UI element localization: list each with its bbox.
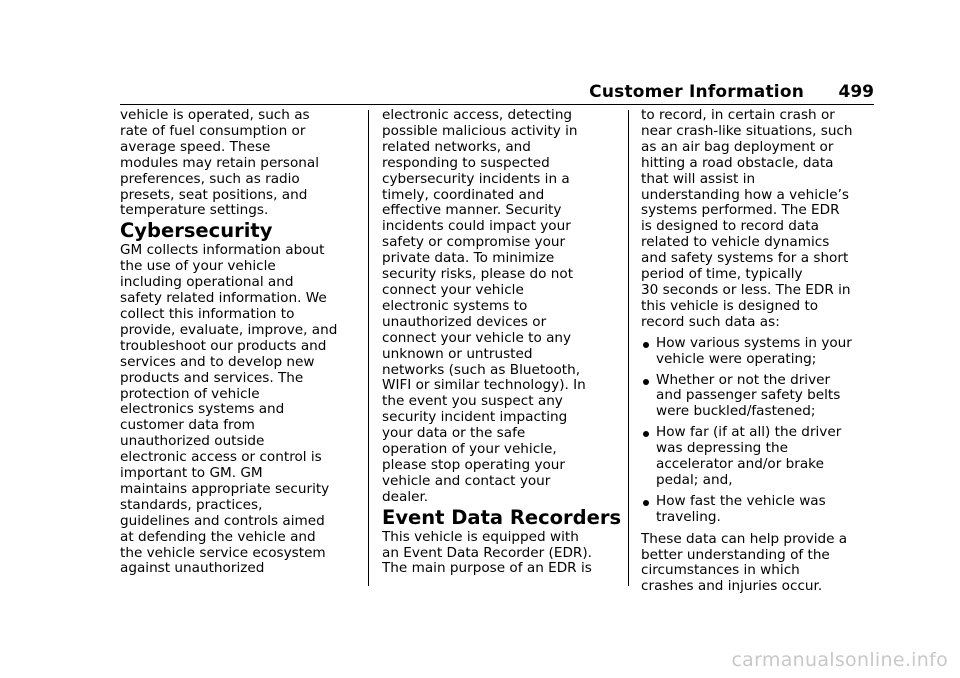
text-line: WIFI or similar technology). In — [382, 377, 586, 394]
list-item-line: How far (if at all) the driver — [656, 424, 842, 441]
text-line: standards, practices, — [120, 496, 263, 513]
text-line: troubleshoot our products and — [120, 337, 327, 354]
text-line: unknown or untrusted — [382, 345, 533, 362]
text-line: operation of your vehicle, — [382, 441, 557, 458]
text-line: provide, evaluate, improve, and — [120, 321, 338, 338]
text-line: connect your vehicle — [382, 281, 524, 298]
text-line: maintains appropriate security — [120, 480, 330, 497]
list-item-line: How fast the vehicle was — [656, 492, 826, 509]
list-item-line: accelerator and/or brake — [656, 456, 824, 473]
page-title: Customer Information — [589, 82, 804, 102]
text-line: is designed to record data — [641, 218, 819, 235]
text-line: 30 seconds or less. The EDR in — [641, 281, 851, 298]
text-line: vehicle and contact your — [382, 472, 551, 489]
text-line: unauthorized outside — [120, 433, 265, 450]
text-line: crashes and injuries occur. — [641, 578, 823, 595]
text-line: electronic access or control is — [120, 449, 322, 466]
text-line: electronic systems to — [382, 297, 528, 314]
text-line: safety or compromise your — [382, 234, 566, 251]
list-item-line: How various systems in your — [656, 334, 852, 351]
text-line: near crash-like situations, such — [641, 122, 853, 139]
text-line: services and to develop new — [120, 353, 315, 370]
list-item-line: pedal; and, — [656, 471, 733, 488]
column-divider-2 — [628, 110, 629, 586]
list-item-line: and passenger safety belts — [656, 387, 841, 404]
text-line: private data. To minimize — [382, 250, 555, 267]
list-item — [641, 336, 877, 368]
text-line: effective manner. Security — [382, 202, 562, 219]
cybersecurity-paragraph — [120, 243, 356, 577]
text-line: timely, coordinated and — [382, 186, 545, 203]
text-line: possible malicious activity in — [382, 122, 578, 139]
edr-paragraph — [382, 530, 618, 578]
bullet-icon — [643, 431, 649, 437]
text-line: the use of your vehicle — [120, 258, 276, 275]
text-line: better understanding of the — [641, 546, 830, 563]
bullet-icon — [643, 379, 649, 385]
text-line: understanding how a vehicle’s — [641, 186, 849, 203]
text-line: record such data as: — [641, 313, 780, 330]
text-column-1 — [120, 108, 356, 577]
text-line: that will assist in — [641, 170, 756, 187]
text-line: rate of fuel consumption or — [120, 122, 306, 139]
text-line: to record, in certain crash or — [641, 107, 835, 123]
text-line: security risks, please do not — [382, 266, 574, 283]
cybersecurity-paragraph-continued — [382, 108, 618, 506]
text-line: security incident impacting — [382, 409, 568, 426]
bullet-icon — [643, 342, 649, 348]
section-heading-cybersecurity: Cybersecurity — [120, 219, 273, 243]
list-item — [641, 425, 877, 489]
text-line: related networks, and — [382, 138, 531, 155]
text-line: important to GM. GM — [120, 465, 263, 482]
text-line: networks (such as Bluetooth, — [382, 361, 581, 378]
text-line: dealer. — [382, 488, 429, 505]
text-line: guidelines and controls aimed — [120, 512, 325, 529]
section-heading-event-data-recorders: Event Data Recorders — [382, 505, 622, 529]
text-line: at defending the vehicle and — [120, 528, 316, 545]
text-line: protection of vehicle — [120, 385, 260, 402]
text-line: circumstances in which — [641, 562, 800, 579]
text-line: incidents could impact your — [382, 218, 571, 235]
text-line: as an air bag deployment or — [641, 138, 834, 155]
text-line: temperature settings. — [120, 202, 269, 219]
page-header — [120, 82, 874, 105]
text-line: the event you suspect any — [382, 393, 563, 410]
text-line: related to vehicle dynamics — [641, 234, 830, 251]
text-line: electronic access, detecting — [382, 107, 573, 123]
list-item-line: traveling. — [656, 508, 721, 525]
text-line: hitting a road obstacle, data — [641, 154, 834, 171]
text-line: including operational and — [120, 274, 294, 291]
bullet-icon — [643, 500, 649, 506]
text-line: an Event Data Recorder (EDR). — [382, 544, 592, 561]
text-column-3 — [641, 108, 877, 595]
intro-paragraph — [120, 108, 356, 219]
text-line: products and services. The — [120, 369, 304, 386]
list-item-line: Whether or not the driver — [656, 371, 831, 388]
text-line: safety related information. We — [120, 290, 327, 307]
text-line: preferences, such as radio — [120, 170, 300, 187]
list-item-line: vehicle were operating; — [656, 350, 817, 367]
text-line: vehicle is operated, such as — [120, 107, 310, 123]
text-line: cybersecurity incidents in a — [382, 170, 570, 187]
text-line: average speed. These — [120, 138, 271, 155]
text-line: The main purpose of an EDR is — [382, 560, 592, 577]
text-line: This vehicle is equipped with — [382, 528, 579, 545]
text-line: presets, seat positions, and — [120, 186, 308, 203]
text-line: connect your vehicle to any — [382, 329, 572, 346]
edr-data-list — [641, 336, 877, 526]
text-line: modules may retain personal — [120, 154, 320, 171]
text-line: your data or the safe — [382, 425, 526, 442]
text-line: and safety systems for a short — [641, 250, 849, 267]
text-line: unauthorized devices or — [382, 313, 547, 330]
text-line: GM collects information about — [120, 242, 325, 259]
list-item — [641, 494, 877, 526]
text-line: customer data from — [120, 417, 255, 434]
column-divider-1 — [368, 110, 369, 586]
closing-paragraph — [641, 532, 877, 596]
text-line: period of time, typically — [641, 266, 803, 283]
text-line: systems performed. The EDR — [641, 202, 840, 219]
text-line: These data can help provide a — [641, 530, 848, 547]
text-line: this vehicle is designed to — [641, 297, 819, 314]
text-line: please stop operating your — [382, 456, 566, 473]
page-number: 499 — [838, 82, 874, 102]
text-line: electronics systems and — [120, 401, 285, 418]
watermark: carmanualsonline.info — [731, 649, 948, 671]
list-item — [641, 373, 877, 421]
list-item-line: were buckled/fastened; — [656, 403, 816, 420]
text-line: responding to suspected — [382, 154, 550, 171]
text-line: against unauthorized — [120, 560, 265, 577]
text-line: the vehicle service ecosystem — [120, 544, 326, 561]
list-item-line: was depressing the — [656, 440, 788, 457]
text-line: collect this information to — [120, 305, 295, 322]
text-column-2 — [382, 107, 622, 577]
edr-paragraph-continued — [641, 108, 877, 331]
